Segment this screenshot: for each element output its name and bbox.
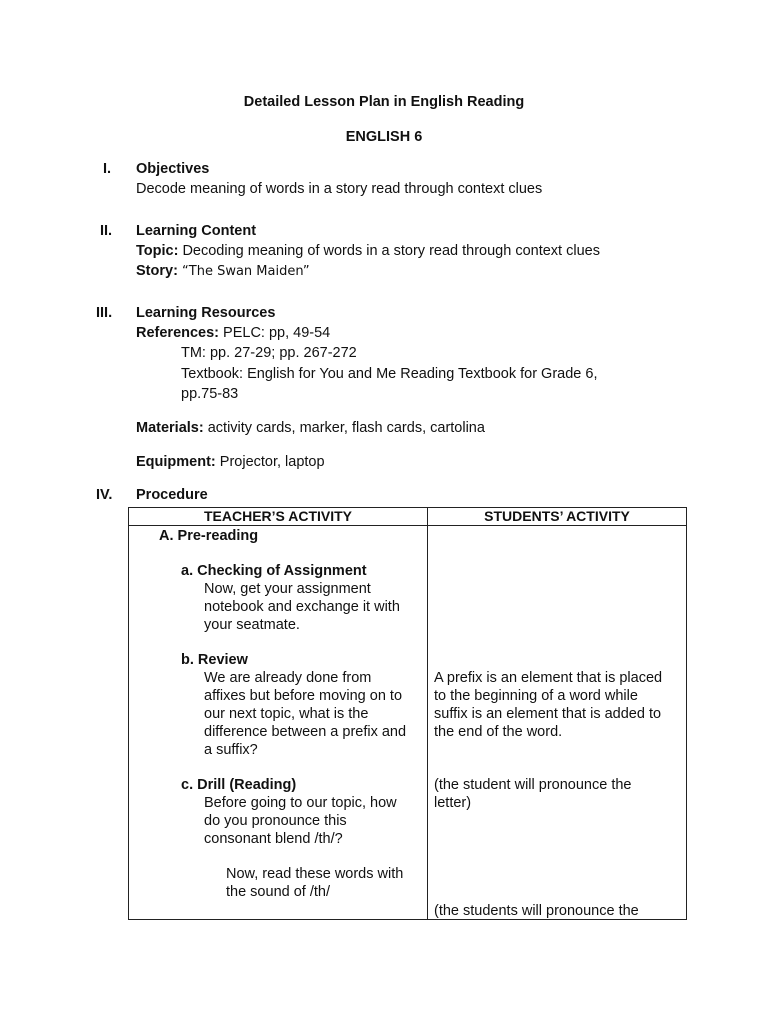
drill-words-text: Now, read these words with the sound of /th/ [226,866,404,900]
table-header-row [129,508,687,526]
equipment-line [136,453,676,471]
document-subtitle: ENGLISH 6 [345,129,423,145]
section-number: II. [100,223,113,239]
section-heading: Objectives [136,161,210,177]
section-heading: Learning Resources [136,305,276,321]
equipment-text: Projector, laptop [215,454,325,470]
topic-text: Decoding meaning of words in a story read through context clues [178,243,600,259]
drill-text: Before going to our topic, how do you pronounce this consonant blend /th/? [204,795,397,847]
objective-text: Decode meaning of words in a story read through context clues [136,181,543,197]
student-words-answer: (the students will pronounce the [434,903,639,919]
assignment-heading: a. Checking of Assignment [181,563,367,579]
topic-line [136,242,676,260]
section-heading: Learning Content [136,223,257,239]
teacher-activity-cell [129,526,428,920]
materials-label: Materials: [136,420,204,436]
assignment-text: Now, get your assignment notebook and exchange it with your seatmate. [204,581,400,633]
equipment-label: Equipment: [136,454,216,470]
materials-text: activity cards, marker, flash cards, cartolina [203,420,485,436]
student-drill-answer: (the student will pronounce the letter) [434,777,632,811]
students-activity-header: STUDENTS’ ACTIVITY [428,508,687,526]
references-label: References: [136,325,220,341]
topic-label: Topic: [136,243,179,259]
story-label: Story: [136,263,178,279]
procedure-table [128,507,687,920]
section-heading: Procedure [136,487,208,503]
textbook-line: Textbook: English for You and Me Reading Textbook for Grade 6, pp.75-83 [181,366,598,402]
materials-line [136,419,676,437]
section-number: III. [96,305,113,321]
section-number: I. [103,161,112,177]
review-text: We are already done from affixes but before moving on to our next topic, what is the difference between a prefix and a suffix? [204,670,407,758]
tm-line: TM: pp. 27-29; pp. 267-272 [181,345,357,361]
story-line [136,262,676,281]
references-line [136,324,676,342]
review-heading: b. Review [181,652,248,668]
table-row [129,526,687,920]
document-title: Detailed Lesson Plan in English Reading [243,94,525,110]
references-text: PELC: pp, 49-54 [219,325,331,341]
student-review-answer: A prefix is an element that is placed to the beginning of a word while suffix is an element that is added to the end of the word. [434,670,663,740]
teacher-activity-header: TEACHER’S ACTIVITY [129,508,428,526]
pre-reading-heading: A. Pre-reading [159,528,259,544]
story-title: “The Swan Maiden” [177,264,310,279]
students-activity-cell [428,526,687,920]
section-number: IV. [96,487,113,503]
drill-heading: c. Drill (Reading) [181,777,297,793]
